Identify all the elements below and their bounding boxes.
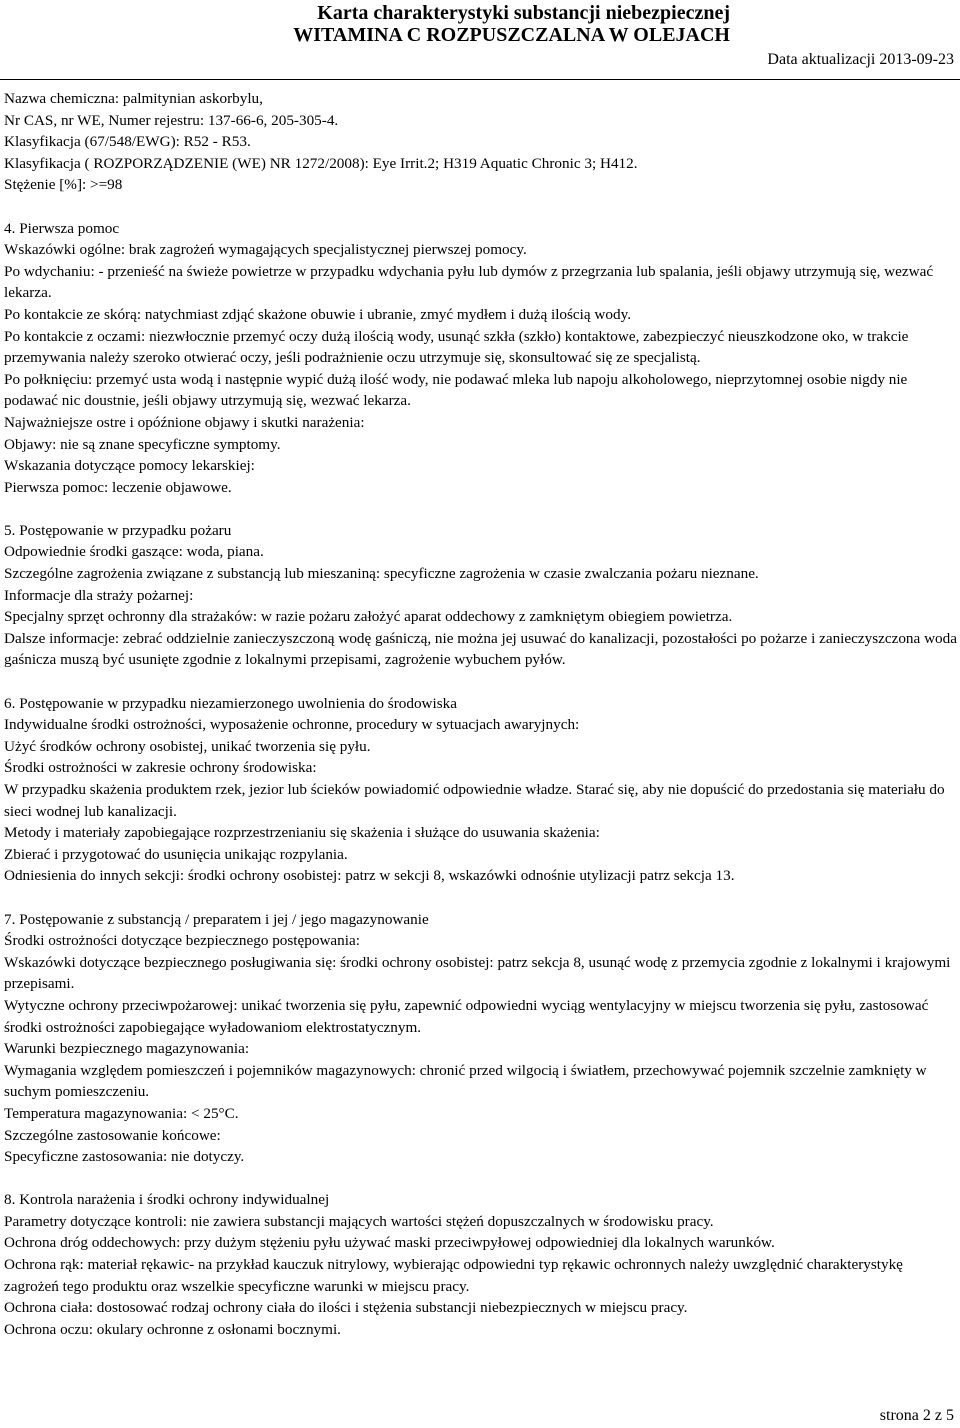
paragraph: Klasyfikacja (67/548/EWG): R52 - R53. — [4, 133, 251, 151]
paragraph: Parametry dotyczące kontroli: nie zawiera substancji mających wartości stężeń dopuszczalnych w środowisku pracy. — [4, 1212, 714, 1230]
paragraph: Ochrona rąk: materiał rękawic- na przykład kauczuk nitrylowy, wybierając odpowiedni typ rękawic ochronnych należy uwzględnić charakterystykę zagrożeń tego produktu oraz wszelkie specyficzne warunki w miejscu pracy. — [4, 1256, 903, 1295]
paragraph: Wskazówki dotyczące bezpiecznego posługiwania się: środki ochrony osobistej: patrz sekcja 8, usunąć wodę z przemycia zgodnie z lokalnymi i krajowymi przepisami. — [4, 953, 951, 993]
paragraph: Metody i materiały zapobiegające rozprzestrzenianiu się skażenia i służące do usuwania skażenia: — [4, 824, 600, 842]
paragraph: Nazwa chemiczna: palmitynian askorbylu, — [4, 90, 263, 107]
paragraph: Odniesienia do innych sekcji: środki ochrony osobistej: patrz w sekcji 8, wskazówki odnośnie utylizacji patrz sekcja 13. — [4, 867, 735, 885]
paragraph: Indywidualne środki ostrożności, wyposażenie ochronne, procedury w sytuacjach awaryjnych: — [4, 716, 580, 734]
paragraph: Pierwsza pomoc: leczenie objawowe. — [4, 478, 232, 496]
paragraph: Specyficzne zastosowania: nie dotyczy. — [4, 1148, 245, 1166]
paragraph: Po wdychaniu: - przenieść na świeże powietrze w przypadku wdychania pyłu lub dymów z przegrzania lub spalania, jeśli objawy utrzymują się, wezwać lekarza. — [4, 262, 934, 302]
paragraph: Dalsze informacje: zebrać oddzielnie zanieczyszczoną wodę gaśniczą, nie można jej usuwać do kanalizacji, pozostałości po pożarze i zanieczyszczona woda gaśnicza muszą być usunięte zgodnie z lokalnymi przepisami, zagrożenie wybuchem pyłów. — [4, 629, 957, 669]
section-heading: 4. Pierwsza pomoc — [4, 219, 120, 237]
section-heading: 7. Postępowanie z substancją / preparatem i jej / jego magazynowanie — [4, 910, 429, 928]
header-rule — [0, 79, 960, 80]
paragraph: Szczególne zastosowanie końcowe: — [4, 1126, 221, 1144]
paragraph: Informacje dla straży pożarnej: — [4, 586, 194, 604]
paragraph: Specjalny sprzęt ochronny dla strażaków: w razie pożaru założyć aparat oddechowy z zamkniętym obiegiem powietrza. — [4, 608, 733, 626]
paragraph: Zbierać i przygotować do usunięcia unikając rozpylania. — [4, 845, 348, 863]
section-heading: 5. Postępowanie w przypadku pożaru — [4, 521, 232, 539]
paragraph: Ochrona oczu: okulary ochronne z osłonami bocznymi. — [4, 1320, 341, 1338]
paragraph: Ochrona dróg oddechowych: przy dużym stężeniu pyłu używać maski przeciwpyłowej odpowiedniej dla lokalnych warunków. — [4, 1234, 775, 1252]
section-heading: 8. Kontrola narażenia i środki ochrony indywidualnej — [4, 1191, 330, 1209]
document-title: Karta charakterystyki substancji niebezpiecznej — [317, 2, 730, 24]
paragraph: Środki ostrożności w zakresie ochrony środowiska: — [4, 759, 317, 777]
document-header — [0, 0, 960, 84]
document-body — [4, 88, 958, 1340]
paragraph: Użyć środków ochrony osobistej, unikać tworzenia się pyłu. — [4, 737, 371, 755]
paragraph-gap — [4, 498, 958, 520]
paragraph: Objawy: nie są znane specyficzne symptomy. — [4, 435, 281, 453]
paragraph: Ochrona ciała: dostosować rodzaj ochrony ciała do ilości i stężenia substancji niebezpiecznych w miejscu pracy. — [4, 1299, 688, 1317]
paragraph-gap — [4, 1168, 958, 1190]
paragraph: Warunki bezpiecznego magazynowania: — [4, 1040, 250, 1058]
paragraph-gap — [4, 196, 958, 218]
paragraph: Wymagania względem pomieszczeń i pojemników magazynowych: chronić przed wilgocią i światłem, przechowywać pojemnik szczelnie zamknięty w suchym pomieszczeniu. — [4, 1061, 927, 1101]
page-number: strona 2 z 5 — [879, 1407, 954, 1424]
paragraph: Po kontakcie ze skórą: natychmiast zdjąć skażone obuwie i ubranie, zmyć mydłem i dużą ilością wody. — [4, 305, 631, 323]
paragraph: W przypadku skażenia produktem rzek, jezior lub ścieków powiadomić odpowiednie władze. Starać się, aby nie dopuścić do przedostania się materiału do sieci wodnej lub kanalizacji. — [4, 781, 945, 820]
paragraph: Najważniejsze ostre i opóźnione objawy i skutki narażenia: — [4, 413, 365, 431]
paragraph: Wskazania dotyczące pomocy lekarskiej: — [4, 457, 255, 475]
paragraph: Wskazówki ogólne: brak zagrożeń wymagających specjalistycznej pierwszej pomocy. — [4, 241, 527, 259]
paragraph: Nr CAS, nr WE, Numer rejestru: 137-66-6, 205-305-4. — [4, 111, 339, 129]
paragraph-gap — [4, 671, 958, 693]
paragraph: Szczególne zagrożenia związane z substancją lub mieszaniną: specyficzne zagrożenia w czasie zwalczania pożaru nieznane. — [4, 565, 759, 583]
paragraph: Wytyczne ochrony przeciwpożarowej: unikać tworzenia się pyłu, zapewnić odpowiedni wyciąg wentylacyjny w miejscu tworzenia się pyłu, zastosować środki ostrożności zapobiegające wyładowaniom elektrostatycznym. — [4, 996, 929, 1036]
update-date: Data aktualizacji 2013-09-23 — [767, 51, 954, 68]
paragraph: Odpowiednie środki gaszące: woda, piana. — [4, 543, 264, 561]
section-heading: 6. Postępowanie w przypadku niezamierzonego uwolnienia do środowiska — [4, 694, 457, 712]
paragraph: Stężenie [%]: >=98 — [4, 176, 123, 194]
paragraph: Środki ostrożności dotyczące bezpiecznego postępowania: — [4, 932, 360, 950]
paragraph: Klasyfikacja ( ROZPORZĄDZENIE (WE) NR 1272/2008): Eye Irrit.2; H319 Aquatic Chronic 3; H412. — [4, 154, 638, 172]
paragraph: Po połknięciu: przemyć usta wodą i następnie wypić dużą ilość wody, nie podawać mleka lub napoju alkoholowego, nieprzytomnej osobie nigdy nie podawać nic doustnie, jeśli objawy utrzymują się, wezwać lekarza. — [4, 370, 908, 410]
product-name: WITAMINA C ROZPUSZCZALNA W OLEJACH — [293, 24, 730, 46]
paragraph: Temperatura magazynowania: < 25°C. — [4, 1104, 239, 1122]
paragraph: Po kontakcie z oczami: niezwłocznie przemyć oczy dużą ilością wody, usunąć szkła (szkło) kontaktowe, zabezpieczyć nieuszkodzone oko, w trakcie przemywania należy szeroko otwierać oczy, jeśli podrażnienie oczu utrzymuje się, skonsultować się ze specjalistą. — [4, 327, 909, 367]
paragraph-gap — [4, 887, 958, 909]
